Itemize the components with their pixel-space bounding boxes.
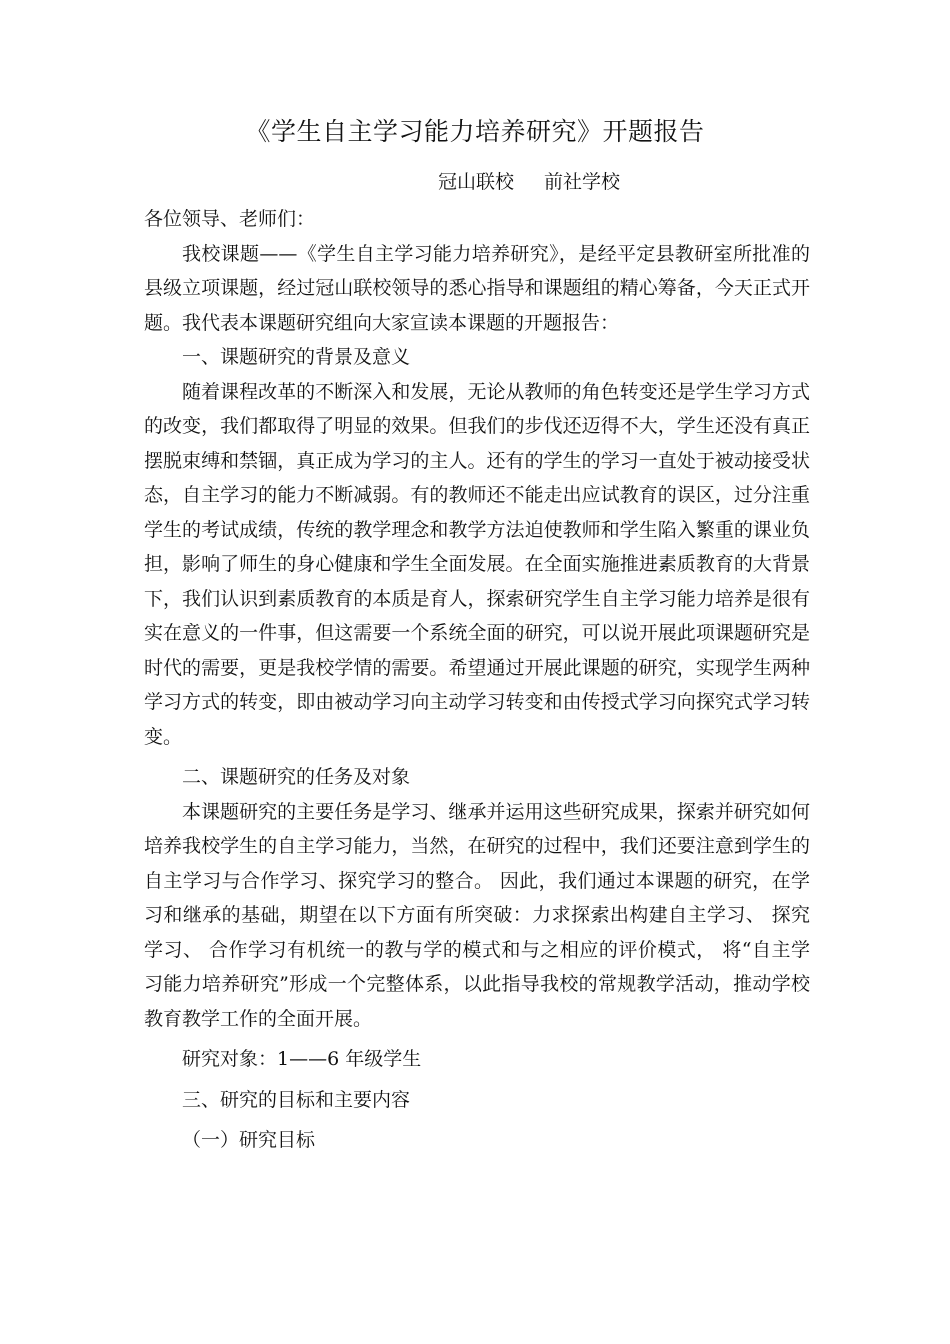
author-org-2: 前社学校 <box>544 171 621 193</box>
section-1-heading: 一、课题研究的背景及意义 <box>182 346 411 368</box>
section-3-heading: 三、研究的目标和主要内容 <box>182 1088 411 1111</box>
research-subjects: 研究对象：1——6 年级学生 <box>182 1048 422 1070</box>
author-org-1: 冠山联校 <box>437 171 514 193</box>
section-1-paragraph: 随着课程改革的不断深入和发展，无论从教师的角色转变还是学生学习方式的改变，我们都取得了明显的效果。但我们的步伐还迈得不大，学生还没有真正摆脱束缚和禁锢，真正成为学习的主人。还有的学生的学习一直处于被动接受状态，自主学习的能力不断减弱。有的教师还不能走出应试教育的误区，过分注重学生的考试成绩，传统的教学理念和教学方法迫使教师和学生陷入繁重的课业负担，影响了师生的身心健康和学生全面发展。在全面实施推进素质教育的大背景下，我们认识到素质教育的本质是育人，探索研究学生自主学习能力培养是很有实在意义的一件事，但这需要一个系统全面的研究，可以说开展此项课题研究是时代的需要，更是我校学情的需要。希望通过开展此课题的研究，实现学生两种学习方式的转变，即由被动学习向主动学习转变和由传授式学习向探究式学习转变。 <box>144 380 810 748</box>
section-3-subheading-1: （一）研究目标 <box>182 1129 316 1151</box>
document-body <box>144 202 810 1158</box>
document-title: 《学生自主学习能力培养研究》开题报告 <box>245 117 705 146</box>
section-2-paragraph: 本课题研究的主要任务是学习、继承并运用这些研究成果，探索并研究如何培养我校学生的自主学习能力，当然，在研究的过程中，我们还要注意到学生的自主学习与合作学习、探究学习的整合。 因此，我们通过本课题的研究，在学习和继承的基础，期望在以下方面有所突破：力求探索出构建自主学习、 探究学习、 合作学习有机统一的教与学的模式和与之相应的评价模式， 将“自主学习能力培养研究”形成一个完整体系，以此指导我校的常规教学活动，推动学校教育教学工作的全面开展。 <box>144 800 810 1030</box>
author-line <box>0 167 950 197</box>
section-2-heading: 二、课题研究的任务及对象 <box>182 766 411 788</box>
intro-paragraph: 我校课题——《学生自主学习能力培养研究》，是经平定县教研室所批准的县级立项课题，经过冠山联校领导的悉心指导和课题组的精心筹备，今天正式开题。我代表本课题研究组向大家宣读本课题的开题报告： <box>144 242 810 334</box>
salutation: 各位领导、老师们： <box>144 208 316 230</box>
